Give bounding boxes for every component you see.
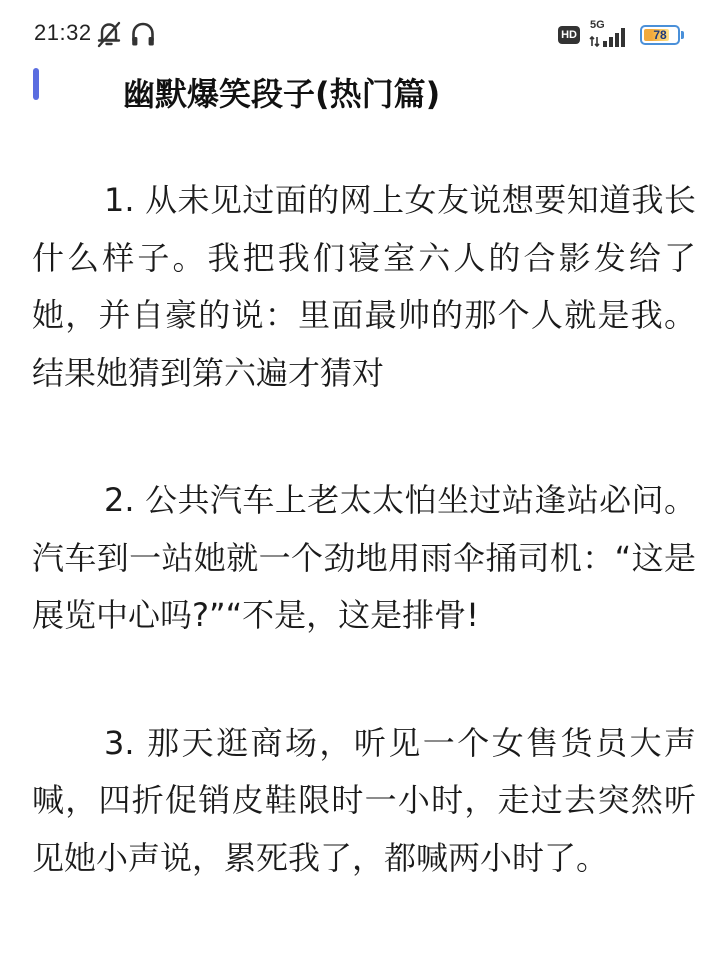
network-type-label: 5G [590,19,605,31]
article-body [32,172,696,957]
battery-cap [681,31,684,39]
battery-level: 78 [653,28,667,42]
signal-icon [588,21,632,49]
battery-icon [640,25,680,45]
joke-paragraph-1: 1. 从未见过面的网上女友说想要知道我长什么样子。我把我们寝室六人的合影发给了她，并自豪的说：里面最帅的那个人就是我。结果她猜到第六遍才猜对 [32,181,696,392]
headphones-icon [130,20,156,48]
hd-badge: HD [558,26,580,44]
joke-paragraph-2: 2. 公共汽车上老太太怕坐过站逢站必问。汽车到一站她就一个劲地用雨伞捅司机：“这是展览中心吗?”“不是，这是排骨! [32,481,696,634]
status-indicators [558,20,684,50]
signal-indicator [588,21,632,49]
page-title: 幽默爆笑段子(热门篇) [123,75,441,113]
joke-paragraph-3: 3. 那天逛商场，听见一个女售货员大声喊，四折促销皮鞋限时一小时，走过去突然听见她小声说，累死我了，都喊两小时了。 [32,723,696,877]
title-accent-bar [33,68,39,100]
bell-off-icon [96,20,122,48]
status-time: 21:32 [34,20,92,45]
status-bar [0,0,720,64]
